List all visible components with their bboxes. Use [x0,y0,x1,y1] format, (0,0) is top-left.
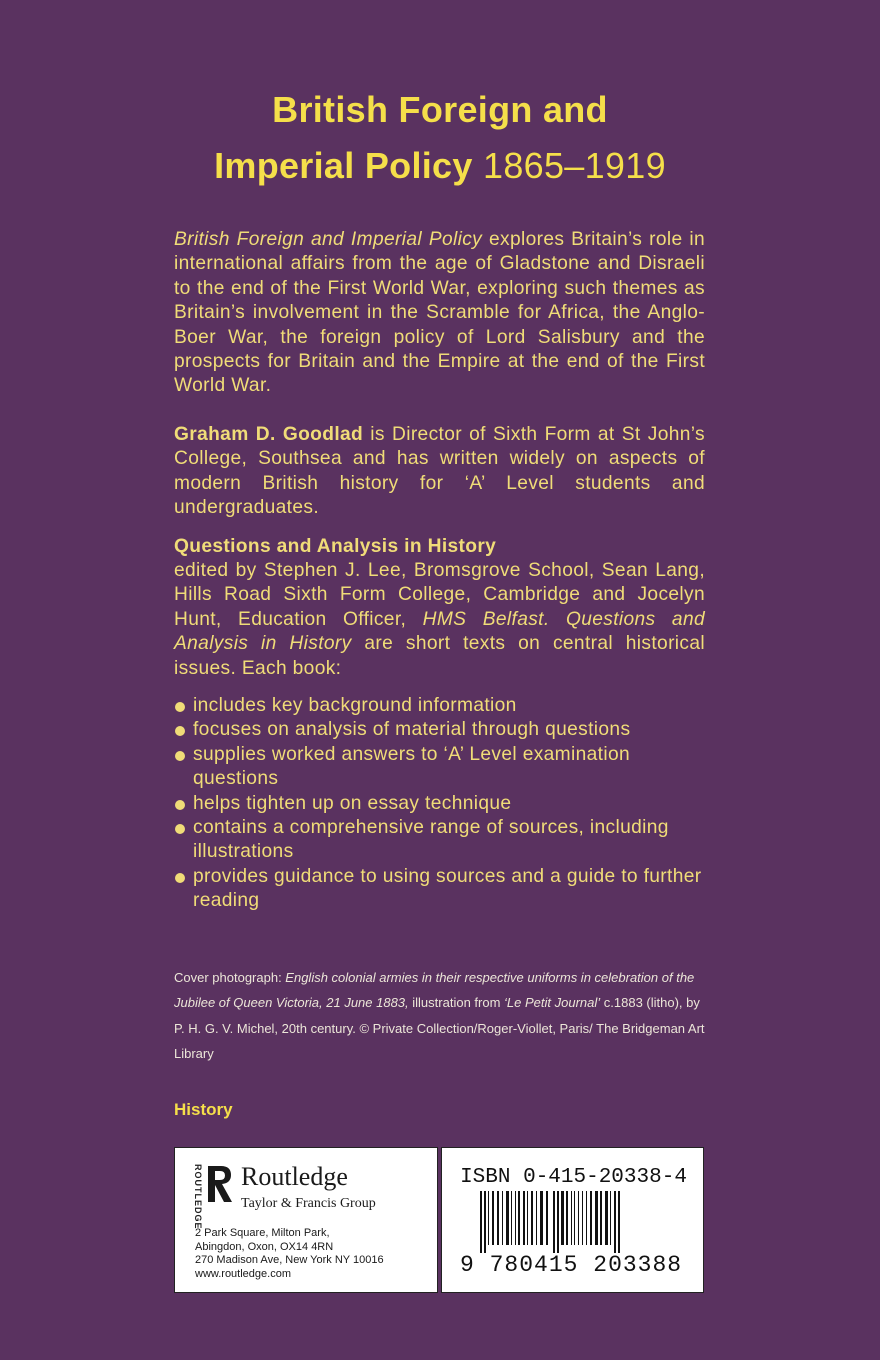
feature-item [174,694,705,718]
barcode-bar [553,1191,555,1253]
isbn-number: ISBN 0-415-20338-4 [460,1166,687,1189]
publisher-group: Taylor & Francis Group [241,1196,376,1211]
barcode-bar [614,1191,616,1253]
title-line-1: British Foreign and [272,89,608,130]
barcode-graphic [478,1191,678,1253]
feature-text: includes key background information [193,695,517,716]
author-bio-text: is Director of Sixth Form at St John’s College, Southsea and has written widely on aspects of modern British history for ‘A’ Level students and undergraduates. [174,424,705,519]
barcode-bar [523,1191,525,1245]
barcode-bar [480,1191,482,1253]
publisher-box [174,1147,438,1293]
barcode-bar [497,1191,499,1245]
barcode-bar [511,1191,512,1245]
barcode-bar [502,1191,503,1245]
bullet-icon [175,726,185,736]
title-main: Imperial Policy [214,145,473,186]
feature-item [174,718,705,742]
feature-item [174,792,705,816]
feature-list [174,694,705,914]
publisher-address [195,1227,384,1281]
title-years: 1865–1919 [483,145,666,186]
barcode-bar [536,1191,537,1245]
title-line-2 [0,138,880,194]
barcode-bar [618,1191,620,1253]
bullet-icon [175,824,185,834]
bullet-icon [175,751,185,761]
address-line: 2 Park Square, Milton Park, [195,1227,330,1239]
barcode-bar [527,1191,528,1245]
author-name: Graham D. Goodlad [174,424,364,445]
author-bio [174,423,705,521]
feature-item [174,816,705,865]
cover-credit-label: Cover photograph: [174,970,286,985]
feature-text: helps tighten up on essay technique [193,792,512,814]
barcode-bar [561,1191,564,1245]
barcode-bar [578,1191,579,1245]
book-title [0,82,880,194]
routledge-logo-icon [205,1162,235,1206]
barcode-bar [488,1191,489,1245]
barcode-bar [605,1191,608,1245]
barcode-bar [484,1191,486,1253]
series-editors: edited by Stephen J. Lee, Bromsgrove School, Sean Lang, Hills Road Sixth Form College, Cambridge and Jocelyn Hunt, Education Officer, [174,560,705,630]
barcode-bar [582,1191,583,1245]
barcode-bar [518,1191,520,1245]
bullet-icon [175,800,185,810]
barcode-bar [566,1191,568,1245]
publisher-vertical-label: ROUTLEDGE [193,1164,203,1230]
subject-category: History [174,1100,233,1119]
barcode-bar [515,1191,516,1245]
barcode-bar [595,1191,598,1245]
feature-text: provides guidance to using sources and a guide to further reading [193,865,702,912]
bullet-icon [175,702,185,712]
barcode-bar [600,1191,602,1245]
barcode-bar [540,1191,543,1245]
cover-credit-mid: illustration from [408,995,505,1011]
blurb-book-title: British Foreign and Imperial Policy [174,229,483,250]
series-description-end: are short texts on central historical issues. Each book: [174,633,705,679]
barcode-bar [571,1191,572,1245]
series-title: Questions and Analysis in History [174,536,497,557]
feature-text: focuses on analysis of material through questions [193,719,631,741]
series-description [174,559,705,681]
book-blurb [174,228,705,399]
bullet-icon [175,873,185,883]
barcode-bar [574,1191,575,1245]
barcode-bar [610,1191,611,1245]
barcode-bar [492,1191,494,1245]
barcode-bar [531,1191,533,1245]
publisher-website: www.routledge.com [195,1267,291,1280]
ean-number [460,1252,690,1278]
cover-photo-credit [174,965,714,1066]
barcode-box [441,1147,704,1293]
blurb-text: explores Britain’s role in international affairs from the age of Gladstone and Disraeli to the end of the First World War, exploring such themes as Britain’s involvement in the Scramble for Africa, the Anglo-Boer War, the foreign policy of Lord Salisbury and the prospects for Britain and the Empire at the end of the First World War. [174,229,705,397]
ean-right-group: 203388 [593,1252,683,1278]
ean-first-digit: 9 [460,1252,475,1278]
cover-credit-end: c.1883 (litho), by P. H. G. V. Michel, 20th century. © Private Collection/Roger-Viollet, Paris/ The Bridgeman Art Library [174,995,705,1061]
cover-caption: English colonial armies in their respective uniforms in celebration of the Jubilee of Queen Victoria, 21 June 1883, [174,970,695,1011]
publisher-name: Routledge [241,1162,348,1191]
feature-item [174,865,705,914]
barcode-bar [506,1191,509,1245]
barcode-bar [557,1191,559,1253]
feature-item [174,743,705,792]
barcode-bar [586,1191,587,1245]
ean-left-group: 780415 [489,1252,579,1278]
feature-text: contains a comprehensive range of sources, including illustrations [193,817,669,863]
barcode-bar [590,1191,592,1245]
address-line: 270 Madison Ave, New York NY 10016 [195,1254,384,1266]
barcode-bar [546,1191,548,1245]
feature-text: supplies worked answers to ‘A’ Level examination questions [193,743,631,790]
address-line: Abingdon, Oxon, OX14 4RN [195,1240,334,1253]
series-italic-name: HMS Belfast. Questions and Analysis in History [174,608,705,655]
cover-source: ‘Le Petit Journal’ [504,995,601,1011]
